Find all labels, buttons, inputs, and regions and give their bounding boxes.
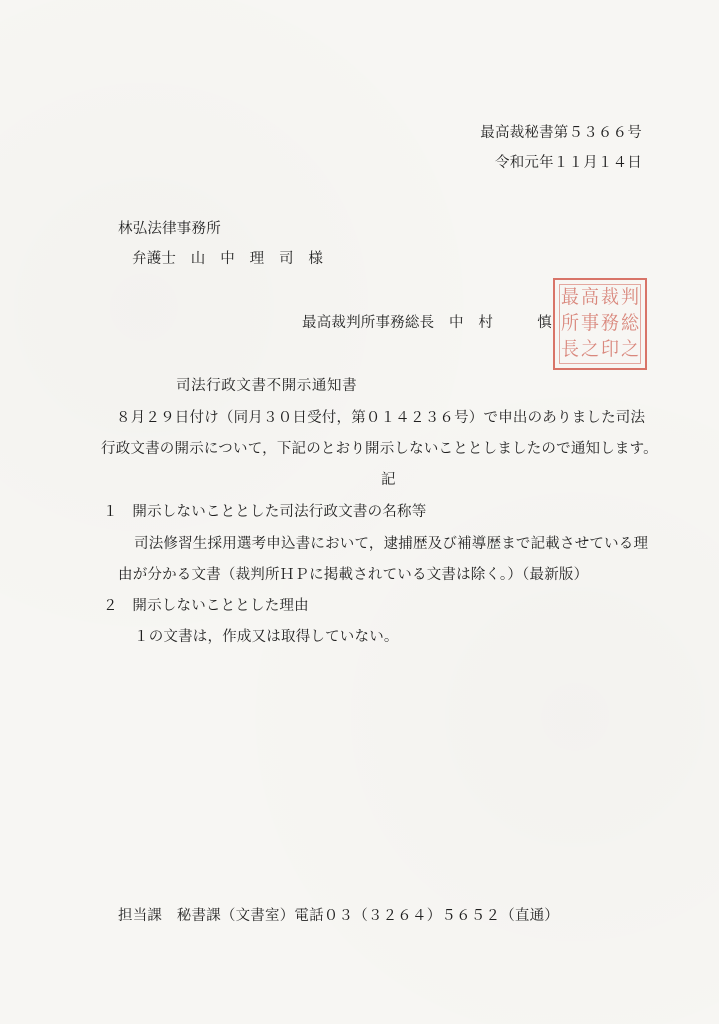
document-number: 最高裁秘書第５３６６号 — [480, 125, 642, 141]
seal-char: 長 — [561, 338, 579, 361]
seal-char: 裁 — [601, 286, 619, 309]
item-1-heading: １ 開示しないこととした司法行政文書の名称等 — [103, 504, 427, 520]
seal-char: 高 — [581, 286, 599, 309]
body-line-1: ８月２９日付け（同月３０日受付，第０１４２３６号）で申出のありました司法 — [116, 410, 646, 426]
item-2-line-1: １の文書は，作成又は取得していない。 — [134, 629, 399, 645]
seal-char: 所 — [561, 312, 579, 335]
recipient-person: 弁護士 山 中 理 司 様 — [132, 251, 324, 267]
seal-char: 之 — [621, 338, 639, 361]
seal-char: 事 — [581, 312, 599, 335]
official-seal — [553, 278, 647, 370]
sender-name: 最高裁判所事務総長 中 村 慎 — [302, 315, 552, 331]
seal-char: 最 — [561, 286, 579, 309]
contact-info: 担当課 秘書課（文書室）電話０３（３２６４）５６５２（直通） — [118, 908, 559, 924]
seal-char: 判 — [621, 286, 639, 309]
ki-label: 記 — [381, 472, 396, 488]
seal-char: 之 — [581, 338, 599, 361]
recipient-office: 林弘法律事務所 — [118, 221, 221, 237]
seal-char: 務 — [601, 312, 619, 335]
document-date: 令和元年１１月１４日 — [495, 155, 642, 171]
item-2-heading: ２ 開示しないこととした理由 — [103, 598, 309, 614]
seal-char: 印 — [601, 338, 619, 361]
body-line-2: 行政文書の開示について，下記のとおり開示しないこととしましたので通知します。 — [101, 441, 658, 457]
seal-char: 総 — [621, 312, 639, 335]
document-title: 司法行政文書不開示通知書 — [176, 378, 358, 394]
item-1-line-1: 司法修習生採用選考申込書において，逮捕歴及び補導歴まで記載させている理 — [134, 536, 649, 552]
item-1-line-2: 由が分かる文書（裁判所ＨＰに掲載されている文書は除く。）（最新版） — [118, 567, 589, 583]
